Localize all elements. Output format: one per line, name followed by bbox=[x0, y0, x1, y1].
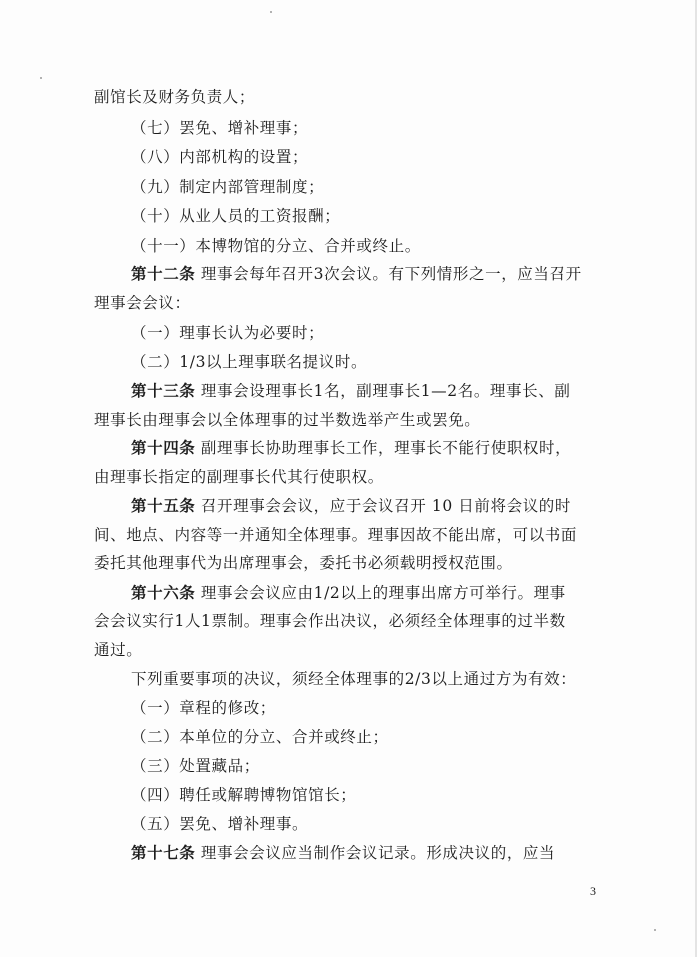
list-item: （二）1/3以上理事联名提议时。 bbox=[131, 353, 368, 371]
list-item: （一）章程的修改； bbox=[131, 699, 276, 717]
article-heading: 第十二条 bbox=[131, 265, 196, 283]
page-number: 3 bbox=[590, 884, 596, 898]
text-line: 会会议实行1人1票制。理事会作出决议，必须经全体理事的过半数 bbox=[94, 612, 566, 630]
article-heading: 第十七条 bbox=[131, 844, 196, 862]
scan-speck bbox=[40, 77, 42, 79]
article-heading: 第十三条 bbox=[131, 382, 196, 400]
list-item: （五）罢免、增补理事。 bbox=[131, 815, 309, 833]
text-line: 通过。 bbox=[94, 641, 143, 659]
text-line: 委托其他理事代为出席理事会，委托书必须载明授权范围。 bbox=[94, 554, 513, 572]
list-item: （三）处置藏品； bbox=[131, 757, 260, 775]
list-item: （四）聘任或解聘博物馆馆长； bbox=[131, 786, 357, 804]
article-15: 第十五条 召开理事会会议，应于会议召开 10 日前将会议的时 bbox=[131, 497, 572, 515]
text-line: 副馆长及财务负责人； bbox=[94, 88, 256, 106]
text-line: 理事会会议： bbox=[94, 294, 191, 312]
article-heading: 第十四条 bbox=[131, 439, 196, 457]
article-13: 第十三条 理事会设理事长1名，副理事长1—2名。理事长、副 bbox=[131, 382, 571, 400]
article-16: 第十六条 理事会会议应由1/2以上的理事出席方可举行。理事 bbox=[131, 584, 566, 602]
article-14: 第十四条 副理事长协助理事长工作，理事长不能行使职权时， bbox=[131, 439, 572, 457]
text-line: 下列重要事项的决议，须经全体理事的2/3以上通过方为有效： bbox=[131, 670, 577, 688]
list-item: （一）理事长认为必要时； bbox=[131, 324, 325, 342]
text-line: 间、地点、内容等一并通知全体理事。理事因故不能出席，可以书面 bbox=[94, 526, 578, 544]
list-item: （二）本单位的分立、合并或终止； bbox=[131, 728, 389, 746]
list-item: （十）从业人员的工资报酬； bbox=[131, 207, 341, 225]
article-12: 第十二条 理事会每年召开3次会议。有下列情形之一，应当召开 bbox=[131, 265, 582, 283]
article-heading: 第十六条 bbox=[131, 584, 196, 602]
article-17: 第十七条 理事会会议应当制作会议记录。形成决议的，应当 bbox=[131, 844, 556, 862]
list-item: （十一）本博物馆的分立、合并或终止。 bbox=[131, 237, 421, 255]
scan-speck bbox=[654, 929, 656, 931]
article-heading: 第十五条 bbox=[131, 497, 196, 515]
list-item: （九）制定内部管理制度； bbox=[131, 178, 325, 196]
scan-speck bbox=[270, 11, 272, 13]
text-line: 由理事长指定的副理事长代其行使职权。 bbox=[94, 468, 384, 486]
list-item: （八）内部机构的设置； bbox=[131, 148, 309, 166]
list-item: （七）罢免、增补理事； bbox=[131, 119, 309, 137]
text-line: 理事长由理事会以全体理事的过半数选举产生或罢免。 bbox=[94, 411, 481, 429]
